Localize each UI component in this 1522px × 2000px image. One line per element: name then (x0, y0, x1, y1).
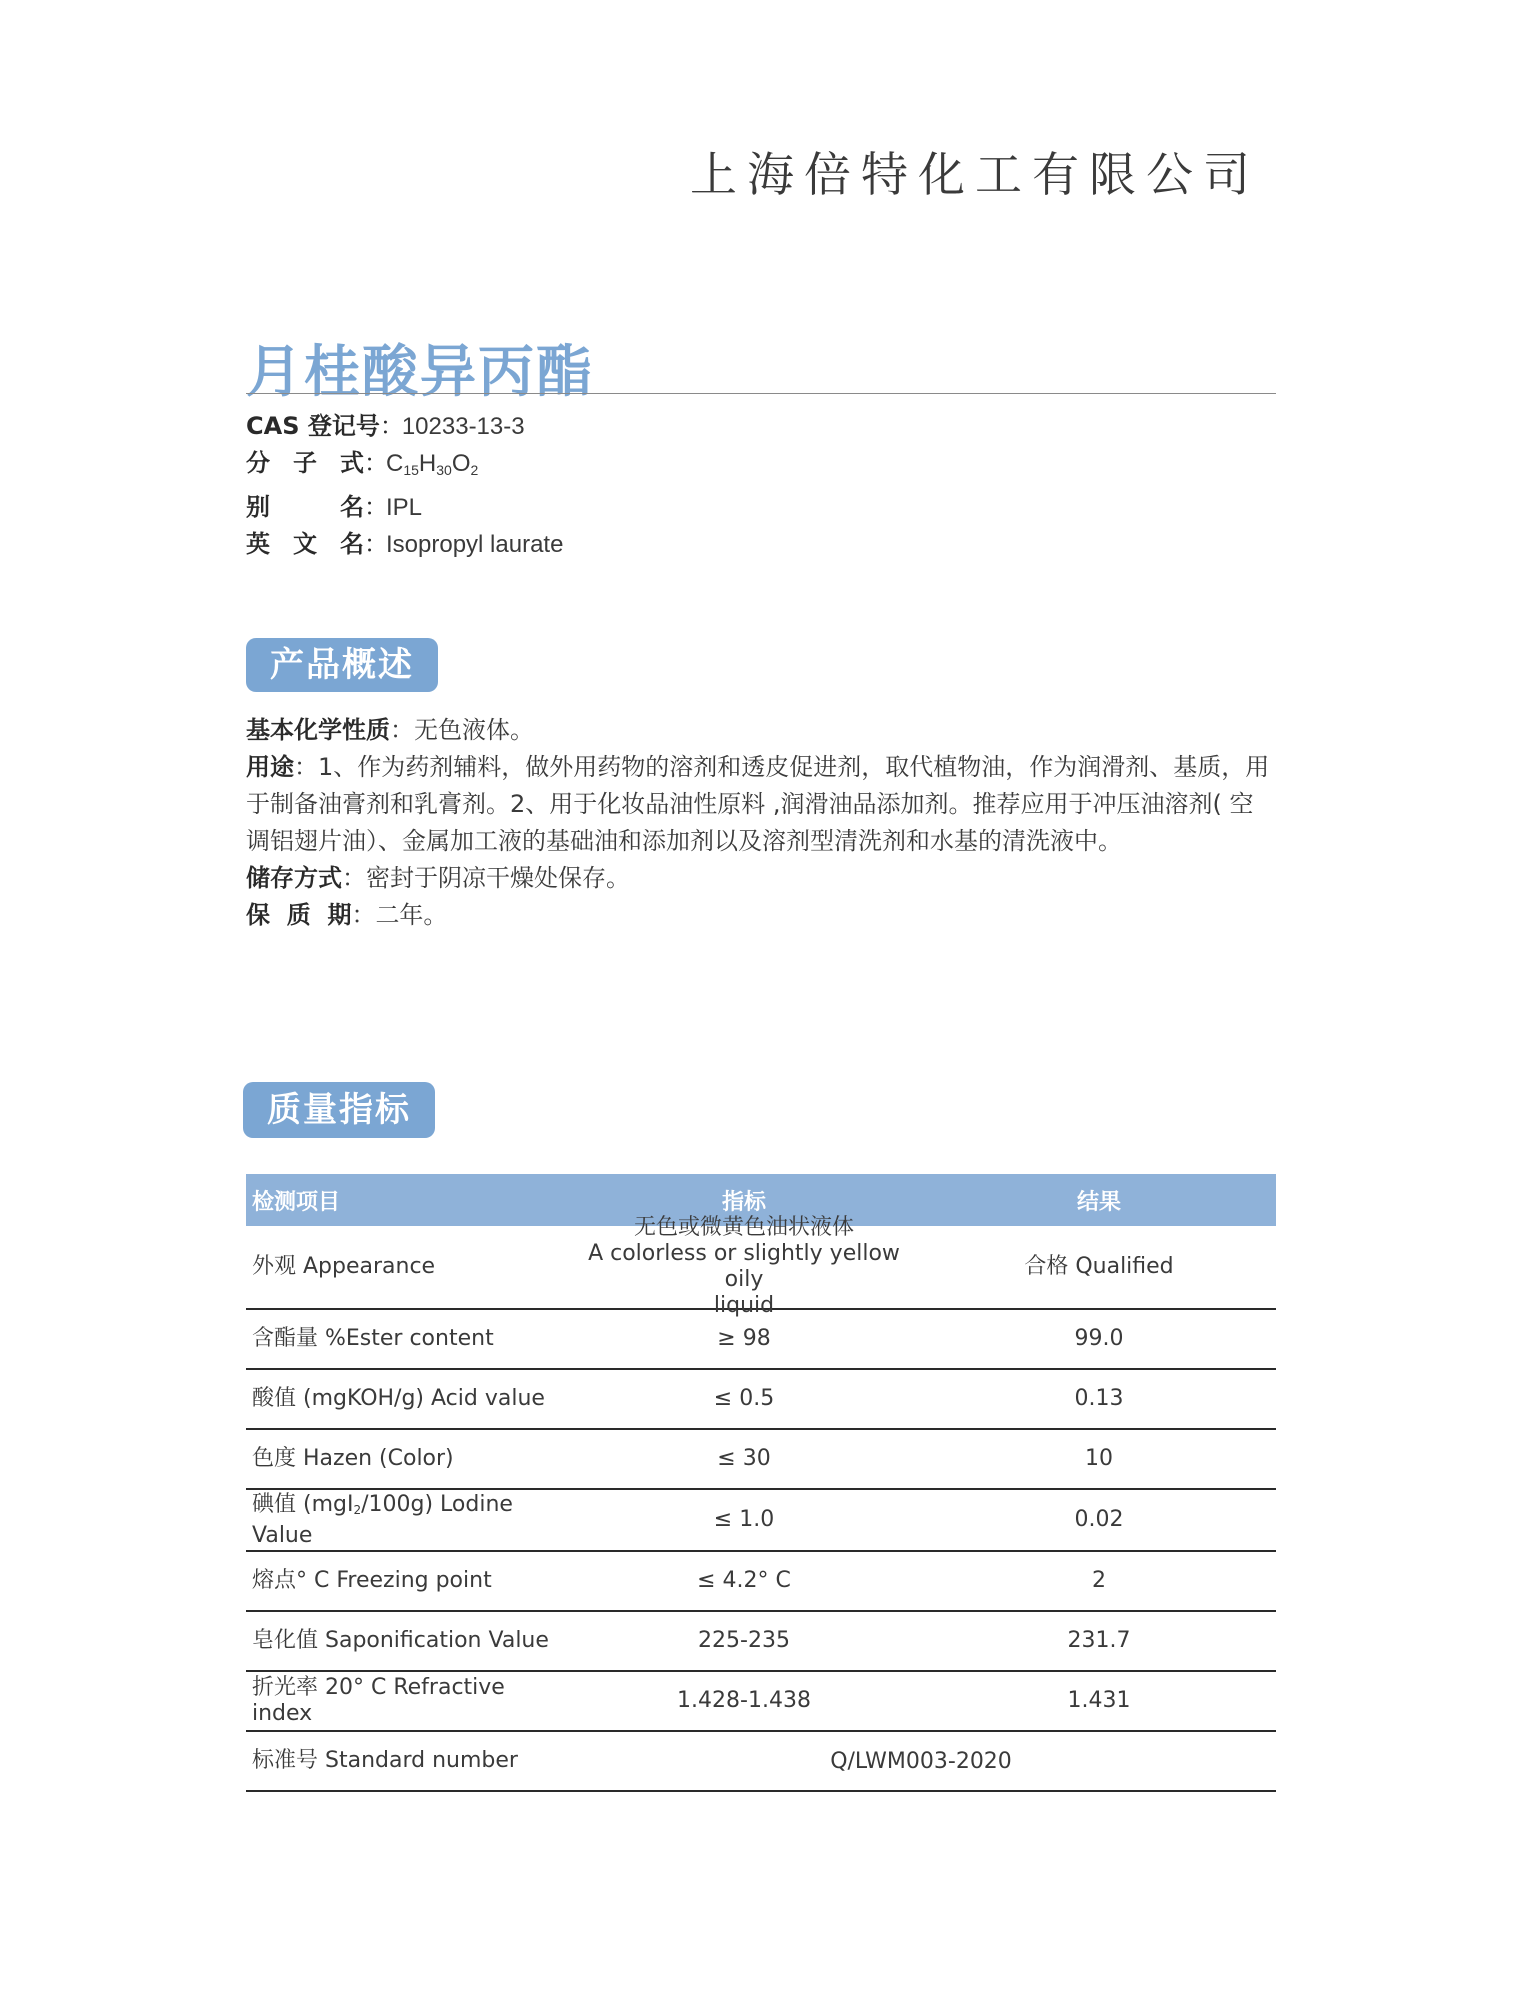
cas-value: 10233-13-3 (401, 413, 525, 440)
label-char: 别 (246, 493, 270, 521)
row-item: 熔点° C Freezing point (252, 1568, 492, 1593)
label-char: 分 (246, 449, 270, 477)
formula-label (246, 445, 364, 489)
row-item: 外观 Appearance (252, 1254, 436, 1279)
product-info (246, 408, 563, 563)
quality-table (246, 1174, 1276, 1792)
table-row (246, 1552, 1276, 1612)
table-row (246, 1612, 1276, 1672)
table-row (246, 1732, 1276, 1792)
label-char: 名 (340, 493, 364, 521)
cas-row (246, 408, 563, 445)
cas-label: CAS 登记号 (246, 412, 380, 440)
usage-value: 1、作为药剂辅料，做外用药物的溶剂和透皮促进剂，取代植物油，作为润滑剂、基质，用于制备油膏剂和乳膏剂。2、用于化妆品油性原料 ,润滑油品添加剂。推荐应用于冲压油溶剂( 空调铝翅片油）、金属加工液的基础油和添加剂以及溶剂型清洗剂和水基的清洗液中。 (246, 753, 1270, 855)
row-result: 10 (1085, 1446, 1113, 1471)
row-item: 折光率 20° C Refractive index (252, 1675, 505, 1726)
alias-row (246, 489, 563, 526)
alias-label (246, 489, 364, 526)
properties-value: 无色液体。 (414, 716, 534, 744)
table-row (246, 1310, 1276, 1370)
overview-section-tab: 产品概述 (246, 638, 438, 692)
row-spec: 无色或微黄色油状液体 A colorless or slightly yellow oily liquid (588, 1215, 900, 1318)
header-item: 检测项目 (252, 1189, 341, 1215)
table-row (246, 1215, 1276, 1318)
row-item: 碘值 (mgI$_2$/100g) Lodine Value (252, 1491, 513, 1548)
table-row (246, 1430, 1276, 1490)
shelf-life-value: 二年。 (375, 901, 448, 929)
formula-row (246, 445, 563, 489)
row-result: 合格 Qualified (1024, 1254, 1174, 1279)
title-divider (246, 393, 1276, 394)
row-result: 99.0 (1074, 1326, 1124, 1351)
english-name-row (246, 526, 563, 563)
row-spec: 1.428-1.438 (677, 1688, 811, 1713)
overview-body (246, 712, 1276, 934)
row-result: 2 (1092, 1568, 1106, 1593)
english-name-label (246, 526, 364, 563)
colon: ： (364, 449, 388, 477)
label-char: 式 (340, 449, 364, 477)
table-row (246, 1370, 1276, 1430)
table-row (246, 1490, 1276, 1552)
storage-label: 储存方式 (246, 864, 342, 892)
label-char: 名 (340, 530, 364, 558)
row-item: 含酯量 %Ester content (252, 1326, 494, 1351)
row-item: 皂化值 Saponification Value (252, 1628, 549, 1653)
properties-line: 基本化学性质：无色液体。 (246, 716, 534, 744)
row-item: 标准号 Standard number (252, 1748, 518, 1773)
colon: ： (364, 493, 388, 521)
storage-line: 储存方式：密封于阴凉干燥处保存。 (246, 864, 630, 892)
standard-number-value: Q/LWM003-2020 (830, 1748, 1012, 1774)
row-result: 0.13 (1074, 1386, 1124, 1411)
english-name-value: Isopropyl laurate (386, 531, 564, 558)
row-item: 色度 Hazen (Color) (252, 1446, 454, 1471)
row-spec: ≥ 98 (717, 1326, 771, 1351)
row-result: 1.431 (1067, 1688, 1131, 1713)
usage-label: 用途 (246, 753, 294, 781)
shelf-life-label: 保 质 期 (246, 901, 352, 929)
header-spec: 指标 (721, 1189, 766, 1215)
row-spec: ≤ 4.2° C (697, 1568, 791, 1593)
label-char: 文 (293, 530, 317, 558)
header-result: 结果 (1076, 1189, 1121, 1215)
label-char: 英 (246, 530, 270, 558)
row-result: 0.02 (1074, 1507, 1124, 1532)
quality-section-tab: 质量指标 (243, 1082, 435, 1138)
formula-value: $C_{15}H_{30}O_2$ (386, 450, 479, 478)
properties-label: 基本化学性质 (246, 716, 390, 744)
row-spec: ≤ 1.0 (713, 1507, 775, 1532)
table-row (246, 1672, 1276, 1732)
colon: ： (379, 412, 404, 440)
shelf-life-line: 保 质 期：二年。 (246, 901, 448, 929)
row-spec: ≤ 0.5 (713, 1386, 775, 1411)
product-title: 月桂酸异丙酯 (246, 340, 594, 405)
label-char: 子 (293, 449, 317, 477)
company-name: 上海倍特化工有限公司 (690, 148, 1260, 203)
row-spec: 225-235 (698, 1628, 790, 1653)
alias-value: IPL (386, 494, 423, 521)
usage-line: 用途：1、作为药剂辅料，做外用药物的溶剂和透皮促进剂，取代植物油，作为润滑剂、基质，用于制备油膏剂和乳膏剂。2、用于化妆品油性原料 ,润滑油品添加剂。推荐应用于冲压油溶剂( 空调铝翅片油）、金属加工液的基础油和添加剂以及溶剂型清洗剂和水基的清洗液中。 (246, 753, 1270, 855)
row-spec: ≤ 30 (717, 1446, 771, 1471)
storage-value: 密封于阴凉干燥处保存。 (366, 864, 630, 892)
row-result: 231.7 (1067, 1628, 1131, 1653)
colon: ： (364, 530, 388, 558)
row-item: 酸值 (mgKOH/g) Acid value (252, 1386, 545, 1411)
